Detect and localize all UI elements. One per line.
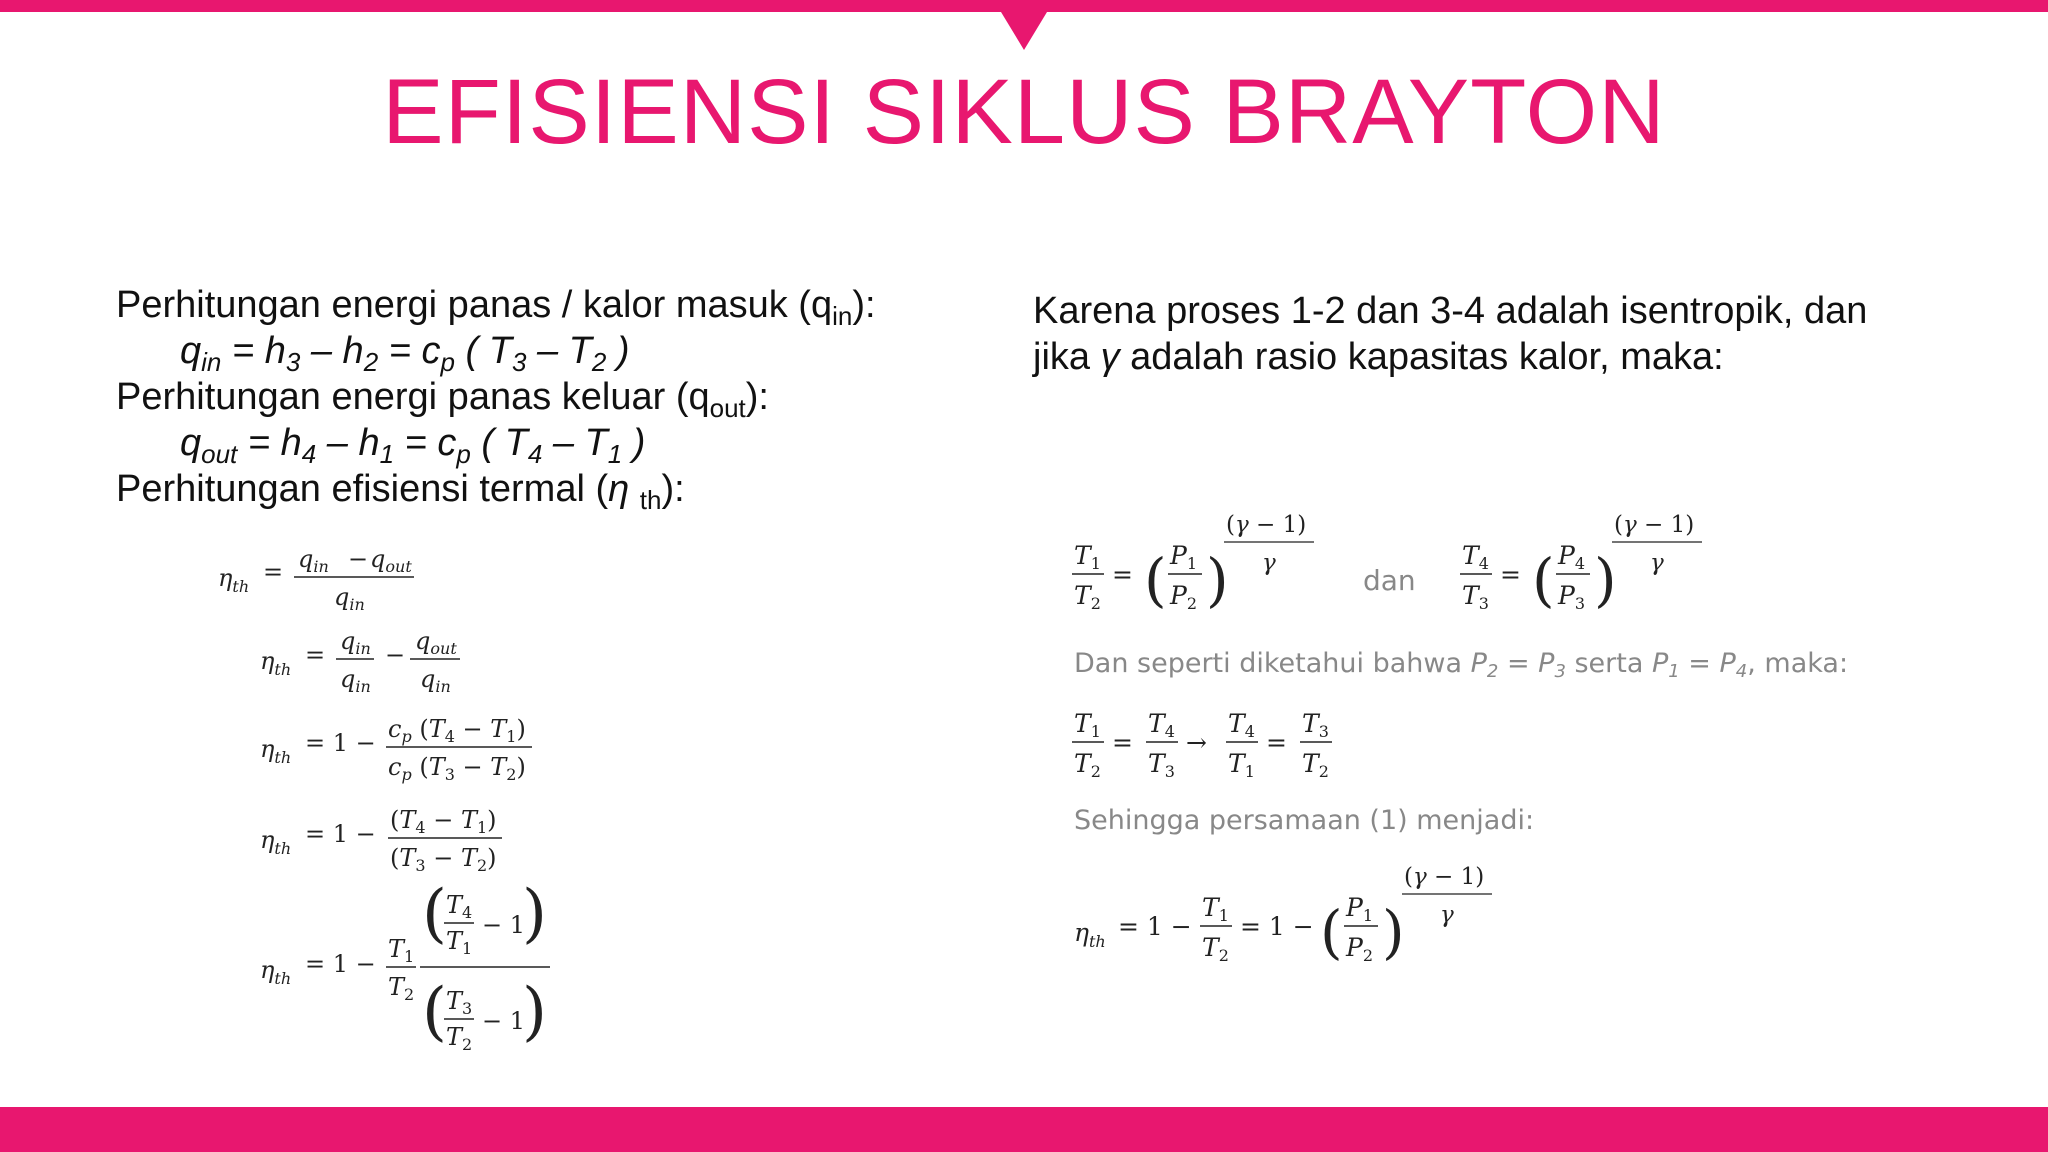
efficiency-heading: Perhitungan efisiensi termal (η $_{th}$): bbox=[116, 468, 685, 515]
bottom-accent-bar bbox=[0, 1107, 2048, 1152]
intro-line-1: Karena proses 1-2 dan 3-4 adalah isentropik, dan bbox=[1033, 290, 1868, 332]
svg-text:ηth: $\eta_{th}$ bbox=[218, 564, 250, 596]
heat-out-equation: $q_{out} = h_4 - h_1 = c_p$ ( $T_4 - T_1$ ) bbox=[180, 422, 646, 469]
svg-text:qout: $q_{out}$ bbox=[370, 545, 412, 576]
svg-text:T2: $T_2$ bbox=[1074, 581, 1101, 613]
svg-text:=: = bbox=[1500, 560, 1521, 589]
svg-text:T1: $T_1$ bbox=[1074, 541, 1101, 573]
top-notch-marker bbox=[1001, 12, 1047, 50]
heat-in-heading: Perhitungan energi panas / kalor masuk $(q_{in})$: bbox=[116, 284, 876, 331]
svg-text:= 1 −: = 1 − bbox=[1118, 912, 1192, 941]
svg-text:ηth: $\eta_{th}$ bbox=[1074, 918, 1106, 951]
svg-text:P4: $P_4$ bbox=[1558, 541, 1586, 573]
svg-text:→: → bbox=[1186, 728, 1207, 757]
svg-text:(: ( bbox=[422, 877, 447, 951]
svg-text:− 1: − 1 bbox=[482, 1007, 526, 1035]
svg-text:=: = bbox=[1266, 728, 1287, 757]
svg-text:T4: $T_4$ bbox=[1228, 709, 1255, 741]
heat-in-equation: $q_{in} = h_3 - h_2 = c_p$ ( $T_3 - T_2$ ) bbox=[180, 330, 630, 377]
svg-text:T2: $T_2$ bbox=[1302, 749, 1329, 781]
svg-text:(T3 − T2): $(T_3 - T_2)$ bbox=[390, 844, 497, 875]
svg-text:T1: $T_1$ bbox=[1202, 893, 1229, 925]
svg-text:): ) bbox=[1206, 546, 1229, 614]
svg-text:qout: $q_{out}$ bbox=[415, 627, 457, 658]
svg-text:cp (T4 − T1): $c_p$ $(T_4 - T_1)$ bbox=[388, 715, 526, 746]
svg-text:): ) bbox=[1382, 898, 1405, 966]
svg-text:P1: $P_1$ bbox=[1346, 893, 1374, 925]
svg-text:T3: $T_3$ bbox=[1462, 581, 1489, 613]
svg-text:= 1 −: = 1 − bbox=[305, 820, 376, 848]
efficiency-derivation-math bbox=[200, 535, 580, 1055]
svg-text:P2: $P_2$ bbox=[1346, 933, 1374, 965]
svg-text:=: = bbox=[305, 641, 326, 669]
substitution-note: Sehingga persamaan (1) menjadi: bbox=[1074, 805, 1535, 836]
svg-text:=: = bbox=[263, 558, 284, 586]
temperature-ratio-math bbox=[1068, 700, 1368, 790]
svg-text:qin: $q_{in}$ bbox=[420, 665, 451, 696]
svg-text:T1: $T_1$ bbox=[446, 927, 473, 958]
svg-text:T2: $T_2$ bbox=[1202, 933, 1229, 965]
svg-text:=: = bbox=[1112, 560, 1133, 589]
svg-text:= 1 −: = 1 − bbox=[305, 950, 376, 978]
svg-text:T3: $T_3$ bbox=[1302, 709, 1329, 741]
svg-text:ηth: $\eta_{th}$ bbox=[260, 826, 292, 858]
svg-text:T4: $T_4$ bbox=[446, 891, 473, 922]
svg-text:(γ − 1): (γ − 1) bbox=[1614, 512, 1695, 538]
svg-text:ηth: $\eta_{th}$ bbox=[260, 647, 292, 679]
svg-text:(γ − 1): (γ − 1) bbox=[1226, 512, 1307, 538]
svg-text:=: = bbox=[1112, 728, 1133, 757]
svg-text:qin: $q_{in}$ bbox=[298, 545, 329, 576]
top-accent-bar bbox=[0, 0, 2048, 12]
svg-text:T2: $T_2$ bbox=[446, 1023, 473, 1054]
final-efficiency-math bbox=[1068, 860, 1508, 980]
right-intro-text bbox=[1033, 288, 1953, 380]
svg-text:): ) bbox=[522, 975, 547, 1049]
svg-text:T1: $T_1$ bbox=[1074, 709, 1101, 741]
svg-text:): ) bbox=[1594, 546, 1617, 614]
isentropic-relations-math-2 bbox=[1456, 508, 1756, 628]
svg-text:T4: $T_4$ bbox=[1462, 541, 1489, 573]
svg-text:= 1 −: = 1 − bbox=[305, 729, 376, 757]
pressure-equality-note: Dan seperti diketahui bahwa $P_2 = P_3$ serta $P_1 = P_4$, maka: bbox=[1074, 648, 1849, 682]
svg-text:T2: $T_2$ bbox=[388, 973, 415, 1004]
svg-text:qin: $q_{in}$ bbox=[334, 583, 365, 614]
svg-text:P3: $P_3$ bbox=[1558, 581, 1586, 613]
svg-text:T1: $T_1$ bbox=[388, 935, 415, 966]
svg-text:ηth: $\eta_{th}$ bbox=[260, 735, 292, 767]
svg-text:(T4 − T1): $(T_4 - T_1)$ bbox=[390, 806, 497, 837]
svg-text:T3: $T_3$ bbox=[1148, 749, 1175, 781]
slide-title: EFISIENSI SIKLUS BRAYTON bbox=[382, 61, 1666, 163]
svg-text:γ: γ bbox=[1650, 550, 1664, 576]
svg-text:qin: $q_{in}$ bbox=[340, 627, 371, 658]
svg-text:P1: $P_1$ bbox=[1170, 541, 1198, 573]
svg-text:= 1 −: = 1 − bbox=[1240, 912, 1314, 941]
svg-text:P2: $P_2$ bbox=[1170, 581, 1198, 613]
svg-text:): ) bbox=[522, 877, 547, 951]
svg-text:T3: $T_3$ bbox=[446, 987, 473, 1018]
heat-out-heading: Perhitungan energi panas keluar $(q_{out})$: bbox=[116, 376, 769, 423]
svg-text:T2: $T_2$ bbox=[1074, 749, 1101, 781]
svg-text:γ: γ bbox=[1262, 550, 1276, 576]
svg-text:(: ( bbox=[422, 975, 447, 1049]
svg-text:(: ( bbox=[1320, 898, 1343, 966]
dan-label: dan bbox=[1363, 564, 1416, 597]
left-text-block bbox=[116, 282, 876, 515]
svg-text:cp (T3 − T2): $c_p$ $(T_3 - T_2)$ bbox=[388, 753, 526, 784]
svg-text:(: ( bbox=[1144, 546, 1167, 614]
svg-text:γ: γ bbox=[1440, 902, 1454, 928]
svg-text:(γ − 1): (γ − 1) bbox=[1404, 864, 1485, 890]
svg-text:qin: $q_{in}$ bbox=[340, 665, 371, 696]
svg-text:T4: $T_4$ bbox=[1148, 709, 1175, 741]
svg-text:−: − bbox=[385, 641, 406, 669]
svg-text:− 1: − 1 bbox=[482, 911, 526, 939]
svg-text:ηth: $\eta_{th}$ bbox=[260, 956, 292, 988]
svg-text:−: − bbox=[348, 545, 369, 573]
svg-text:T1: $T_1$ bbox=[1228, 749, 1255, 781]
intro-line-2: jika γ adalah rasio kapasitas kalor, maka: bbox=[1033, 336, 1724, 378]
svg-text:(: ( bbox=[1532, 546, 1555, 614]
